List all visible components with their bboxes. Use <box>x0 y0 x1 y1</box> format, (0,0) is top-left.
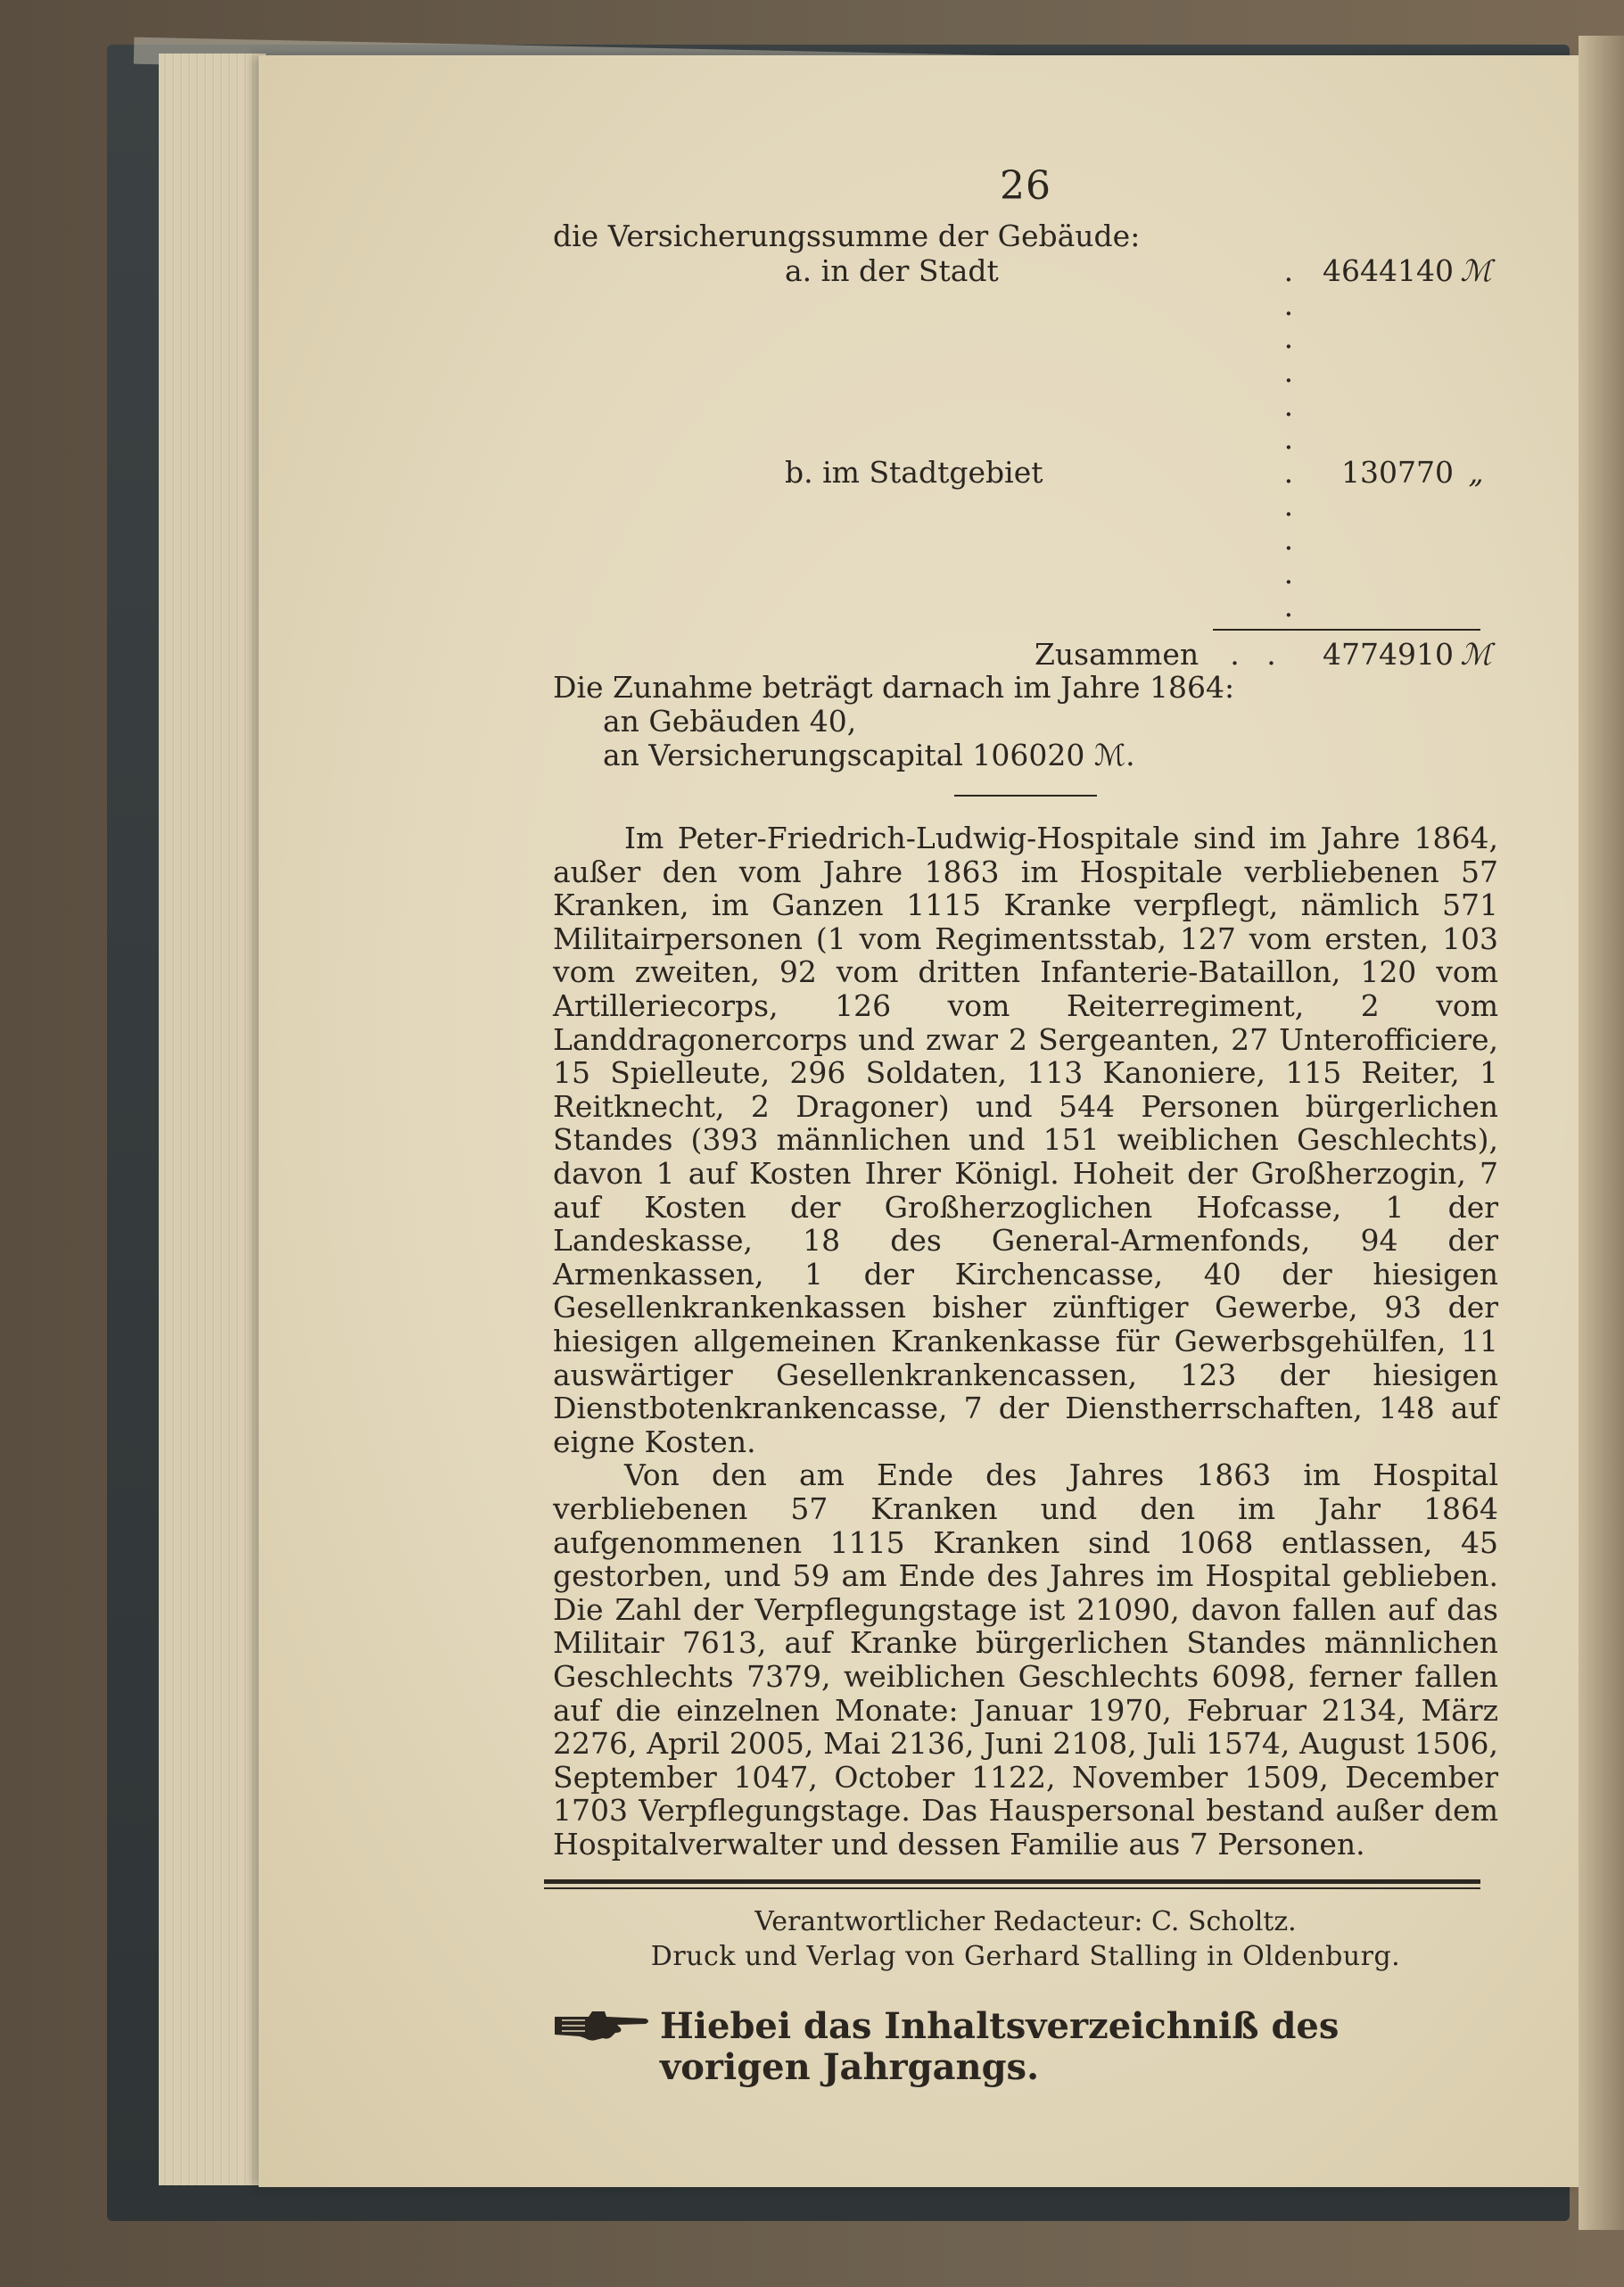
section-separator <box>954 795 1097 797</box>
buildings-line: an Gebäuden 40, <box>603 703 857 739</box>
insurance-total-value: 4774910 <box>1323 636 1454 672</box>
insurance-row-dots: . . . . . <box>1283 454 1303 624</box>
insurance-row-label: a. in der Stadt <box>785 253 999 289</box>
facing-page-edge <box>1579 36 1624 2230</box>
insurance-row-dots: . . . . . . <box>1283 253 1303 457</box>
index-notice <box>553 2006 1498 2088</box>
paragraph-patients: Im Peter-Friedrich-Ludwig-Hospitale sind im Jahre 1864, außer den vom Jahre 1863 im Hospitale verbliebenen 57 Kranken, im Ganzen 1115 Kranke verpflegt, nämlich 571 Militairpersonen (1 vom Regimentsstab, 127 vom ersten, 103 vom zweiten, 92 vom dritten Infanterie-Bataillon, 120 vom Artilleriecorps, 126 vom Reiterregiment, 2 vom Landdragonercorps und zwar 2 Sergeanten, 27 Unterofficiere, 15 Spielleute, 296 Soldaten, 113 Kanoniere, 115 Reiter, 1 Reitknecht, 2 Dragoner) und 544 Personen bürgerlichen Standes (393 männlichen und 151 weiblichen Geschlechts), davon 1 auf Kosten Ihrer Königl. Hoheit der Großherzogin, 7 auf Kosten der Großherzoglichen Hofcasse, 1 der Landeskasse, 18 des General-Armenfonds, 94 der Armenkassen, 1 der Kirchencasse, 40 der hiesigen Gesellenkrankenkassen bisher zünftiger Gewerbe, 93 der hiesigen allgemeinen Krankenkasse für Gewerbsgehülfen, 11 auswärtiger Gesellenkrankencassen, 123 der hiesigen Dienstbotenkrankencasse, 7 der Dienstherrschaften, 148 auf eigne Kosten. <box>553 821 1498 1459</box>
footer-rule-thick <box>544 1879 1480 1884</box>
insurance-row-value: 130770 <box>1341 454 1455 490</box>
increase-line: Die Zunahme beträgt darnach im Jahre 1864: <box>553 670 1235 706</box>
insurance-total-dots: . . <box>1230 636 1285 672</box>
page-number: 26 <box>1000 163 1051 209</box>
insurance-total-unit: ℳ <box>1460 636 1492 672</box>
index-notice-text: Hiebei das Inhaltsverzeichniß des vorigen Jahrgangs. <box>660 2004 1340 2088</box>
insurance-row-unit: „ <box>1468 454 1484 490</box>
insurance-row-label: b. im Stadtgebiet <box>785 454 1043 490</box>
footer-rule-thin <box>544 1887 1480 1889</box>
paragraph-outcomes: Von den am Ende des Jahres 1863 im Hospital verbliebenen 57 Kranken und den im Jahr 1864 aufgenommenen 1115 Kranken sind 1068 entlassen, 45 gestorben, und 59 am Ende des Jahres im Hospital geblieben. Die Zahl der Verpflegungstage ist 21090, davon fallen auf das Militair 7613, auf Kranke bürgerlichen Standes männlichen Geschlechts 7379, weiblichen Geschlechts 6098, ferner fallen auf die einzelnen Monate: Januar 1970, Februar 2134, März 2276, April 2005, Mai 2136, Juni 2108, Juli 1574, August 1506, September 1047, October 1122, November 1509, December 1703 Verpflegungstage. Das Hauspersonal bestand außer dem Hospitalverwalter und dessen Familie aus 7 Personen. <box>553 1457 1498 1862</box>
page-content <box>553 152 1498 2088</box>
hospital-report <box>553 822 1498 1861</box>
printer-line: Druck und Verlag von Gerhard Stalling in Oldenburg. <box>650 1941 1401 1973</box>
pointing-hand-icon <box>553 2006 651 2042</box>
page-edges <box>159 54 266 2185</box>
sum-rule <box>1213 629 1480 631</box>
insurance-row-value: 4644140 <box>1323 253 1455 289</box>
capital-line: an Versicherungscapital 106020 ℳ. <box>603 737 1135 772</box>
insurance-row-district <box>553 456 1498 623</box>
editor-line: Verantwortlicher Redacteur: C. Scholtz. <box>754 1905 1297 1937</box>
insurance-row-city <box>553 254 1498 456</box>
insurance-total-label: Zusammen <box>1035 636 1199 672</box>
insurance-row-unit: ℳ <box>1460 253 1492 289</box>
insurance-total-row <box>553 638 1498 672</box>
insurance-intro: die Versicherungssumme der Gebäude: <box>553 218 1141 253</box>
